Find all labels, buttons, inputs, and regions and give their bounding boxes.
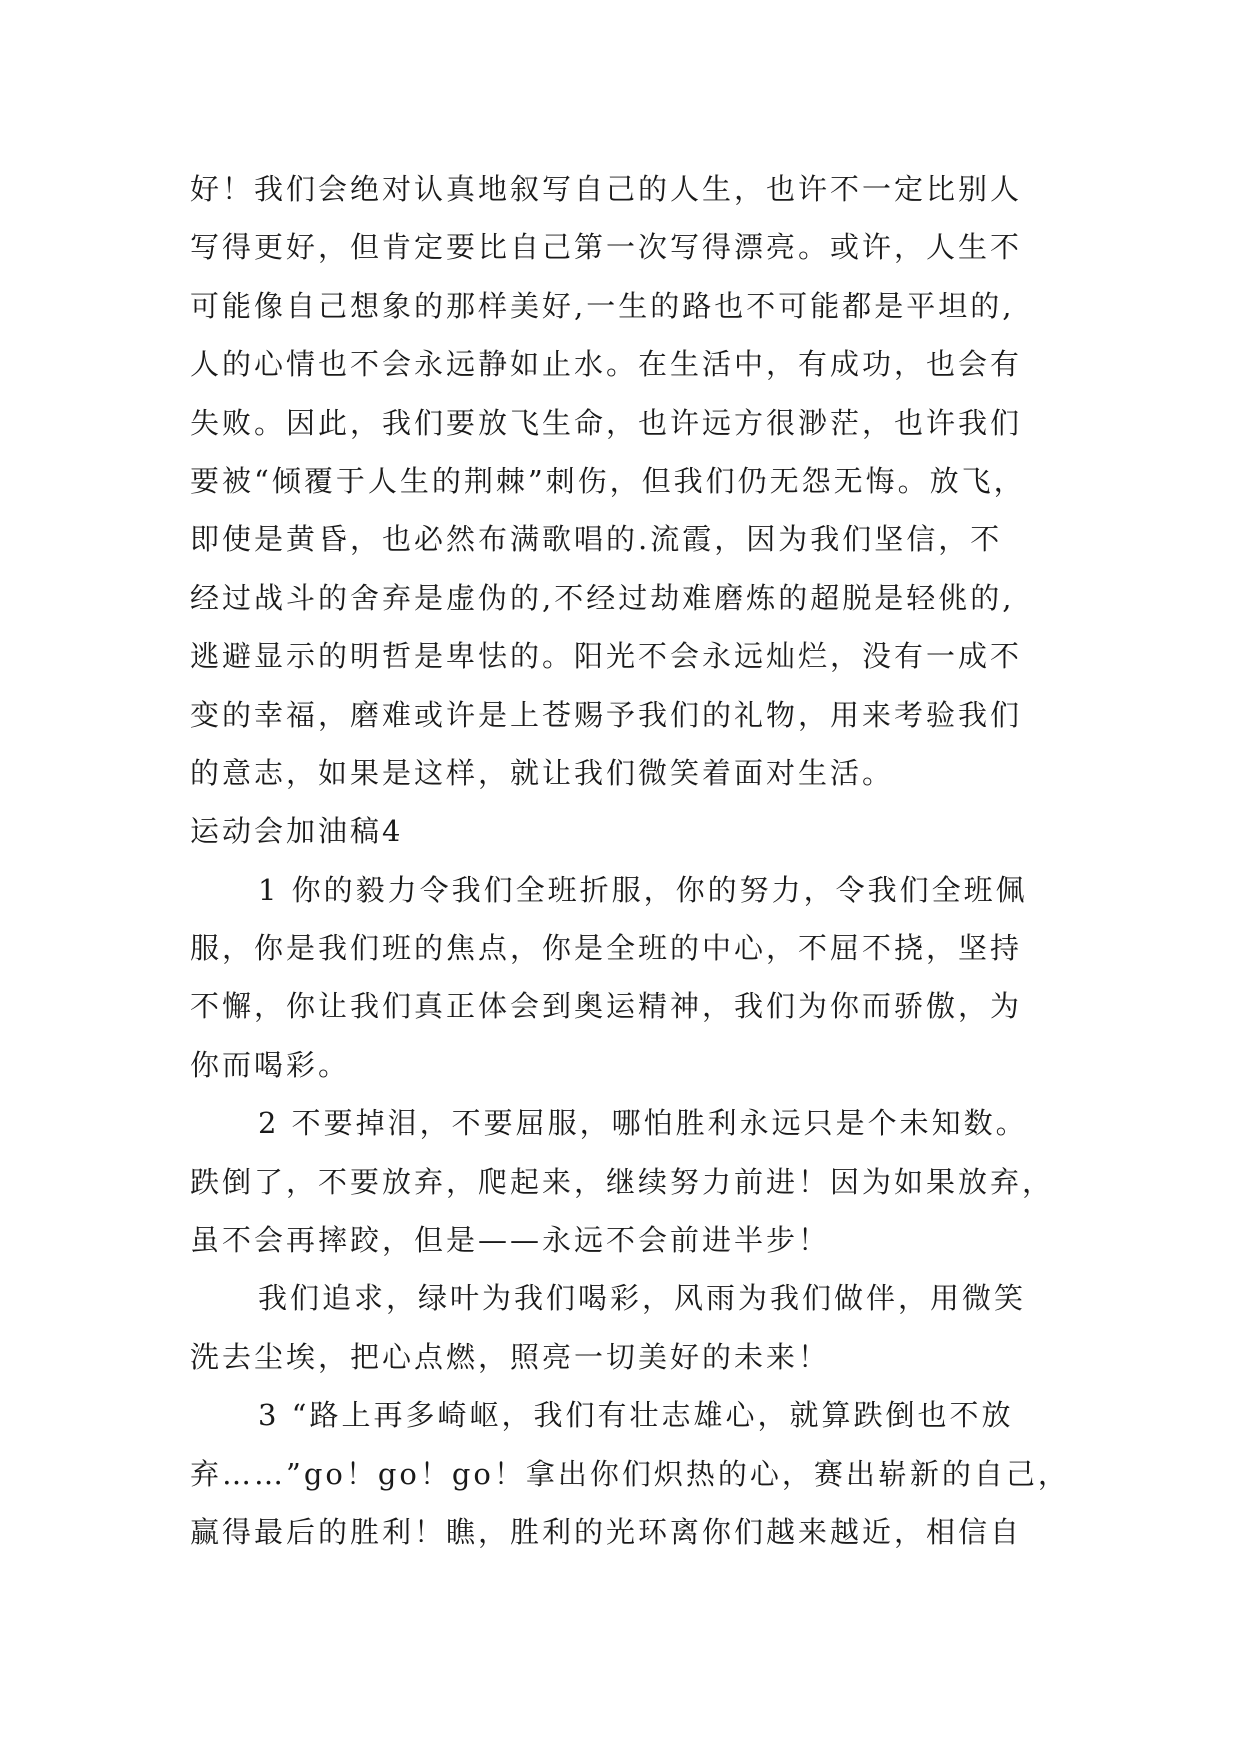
text-line: 服，你是我们班的焦点，你是全班的中心，不屈不挠，坚持 bbox=[190, 931, 1023, 966]
text-line: 失败。因此，我们要放飞生命，也许远方很渺茫，也许我们 bbox=[190, 405, 1023, 440]
text-line: 好！我们会绝对认真地叙写自己的人生，也许不一定比别人 bbox=[190, 172, 1023, 206]
text-line: 人的心情也不会永远静如止水。在生活中，有成功，也会有 bbox=[190, 347, 1023, 382]
text-line: 可能像自己想象的那样美好,一生的路也不可能都是平坦的, bbox=[190, 288, 1015, 323]
text-line: 弃……”go！go！go！拿出你们炽热的心，赛出崭新的自己， bbox=[190, 1456, 1070, 1491]
paragraph-start-line: 3 “路上再多崎岖，我们有壮志雄心，就算跌倒也不放 bbox=[258, 1398, 1014, 1433]
text-line: 你而喝彩。 bbox=[190, 1047, 351, 1082]
paragraph-start-line: 我们追求，绿叶为我们喝彩，风雨为我们做伴，用微笑 bbox=[258, 1281, 1027, 1316]
text-line: 要被“倾覆于人生的荆棘”刺伤，但我们仍无怨无悔。放飞， bbox=[190, 463, 1026, 498]
text-line: 虽不会再摔跤，但是——永远不会前进半步！ bbox=[190, 1223, 831, 1258]
document-body bbox=[190, 160, 1090, 1561]
text-line: 即使是黄昏，也必然布满歌唱的.流霞，因为我们坚信，不 bbox=[190, 522, 1003, 557]
text-line: 写得更好，但肯定要比自己第一次写得漂亮。或许，人生不 bbox=[190, 230, 1023, 265]
text-line: 洗去尘埃，把心点燃，照亮一切美好的未来！ bbox=[190, 1339, 831, 1374]
text-line: 变的幸福，磨难或许是上苍赐予我们的礼物，用来考验我们 bbox=[190, 697, 1023, 732]
text-line: 不懈，你让我们真正体会到奥运精神，我们为你而骄傲，为 bbox=[190, 989, 1023, 1024]
text-line: 跌倒了，不要放弃，爬起来，继续努力前进！因为如果放弃， bbox=[190, 1164, 1055, 1199]
text-line: 的意志，如果是这样，就让我们微笑着面对生活。 bbox=[190, 755, 895, 790]
text-line: 赢得最后的胜利！瞧，胜利的光环离你们越来越近，相信自 bbox=[190, 1514, 1023, 1549]
paragraph-start-line: 2 不要掉泪，不要屈服，哪怕胜利永远只是个未知数。 bbox=[258, 1106, 1028, 1141]
text-line: 经过战斗的舍弃是虚伪的,不经过劫难磨炼的超脱是轻佻的, bbox=[190, 580, 1015, 615]
text-line: 逃避显示的明哲是卑怯的。阳光不会永远灿烂，没有一成不 bbox=[190, 639, 1023, 674]
section-heading: 运动会加油稿4 bbox=[190, 814, 404, 849]
paragraph-start-line: 1 你的毅力令我们全班折服，你的努力，令我们全班佩 bbox=[258, 872, 1028, 907]
